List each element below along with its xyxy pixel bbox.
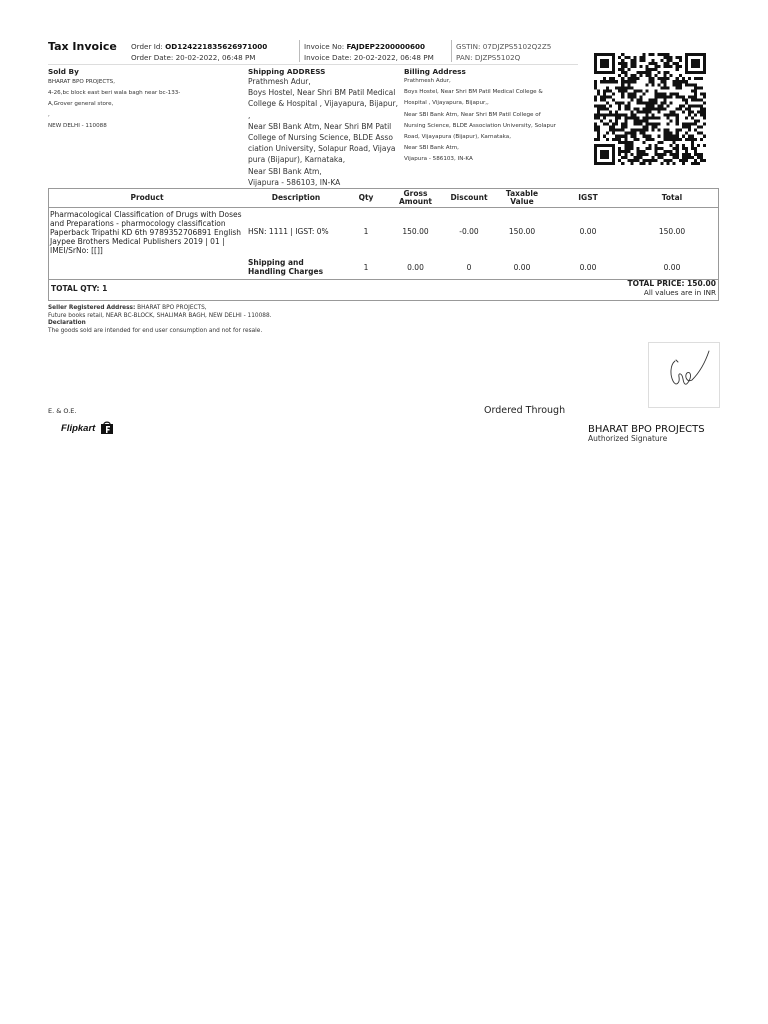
qty-cell: 1 <box>363 227 369 236</box>
flipkart-bag-icon <box>100 421 114 435</box>
invoice-title: Tax Invoice <box>48 40 117 53</box>
igst-cell: 0.00 <box>579 262 597 272</box>
signatory-name: BHARAT BPO PROJECTS <box>588 424 705 435</box>
billing-line: Hospital , Vijayapura, Bijapur,, <box>404 100 489 107</box>
billing-address-section <box>404 67 584 166</box>
col-header-qty: Qty <box>346 189 386 208</box>
shipping-line: Boys Hostel, Near Shri BM Patil Medical <box>248 88 396 98</box>
col-header-gross: Gross Amount <box>386 189 445 208</box>
product-cell <box>48 255 246 279</box>
ordered-through: Ordered Through <box>484 405 566 416</box>
billing-line: Prathmesh Adur, <box>404 78 451 84</box>
total-cell: 0.00 <box>663 262 681 272</box>
shipping-address-section <box>248 67 400 188</box>
col-header-igst: IGST <box>551 189 625 208</box>
seller-address-block <box>48 305 448 335</box>
order-info <box>131 41 267 63</box>
sold-by-line: A,Grover general store, <box>48 101 114 107</box>
seller-address-line: Future books retail, NEAR BC-BLOCK, SHALIMAR BAGH, NEW DELHI - 110088. <box>48 312 272 319</box>
total-qty: TOTAL QTY: 1 <box>51 284 108 293</box>
sold-by-line: , <box>48 112 50 118</box>
signature-icon <box>649 343 719 407</box>
flipkart-logo <box>61 421 114 435</box>
shipping-line: Near SBI Bank Atm, <box>248 166 322 176</box>
discount-cell: -0.00 <box>459 227 479 236</box>
header-divider <box>299 40 300 62</box>
tax-ids <box>456 41 551 63</box>
seller-address-value: BHARAT BPO PROJECTS, <box>137 305 207 311</box>
invoice-date: 20-02-2022, 06:48 PM <box>353 53 434 62</box>
declaration-heading: Declaration <box>48 320 86 326</box>
billing-line: Nursing Science, BLDE Association University, Solapur <box>404 122 556 129</box>
declaration-text: The goods sold are intended for end user consumption and not for resale. <box>48 327 263 334</box>
gross-cell: 150.00 <box>402 227 429 236</box>
igst-cell: 0.00 <box>579 227 597 236</box>
total-price: TOTAL PRICE: 150.00 <box>627 279 716 288</box>
col-header-discount: Discount <box>445 189 493 208</box>
invoice-date-label: Invoice Date: <box>304 53 352 62</box>
items-table <box>48 188 719 279</box>
taxable-cell: 0.00 <box>513 262 531 272</box>
billing-line: Near SBI Bank Atm, Near Shri BM Patil College of <box>404 111 541 118</box>
billing-line: Vijapura - 586103, IN-KA <box>404 156 473 163</box>
description-cell: Shipping and Handling Charges <box>248 258 324 276</box>
col-header-total: Total <box>625 189 719 208</box>
header-divider <box>451 40 452 62</box>
sold-by-line: 4-26,bc block east beri wala bagh near bc-133- <box>48 90 181 96</box>
table-bottom-rule <box>48 300 719 301</box>
signatory-role: Authorized Signature <box>588 434 668 443</box>
product-cell: Pharmacological Classification of Drugs with Doses and Preparations - pharmocology classification Paperback Tripathi KD 6th 9789352706891 English Jaypee Brothers Medical Publishers 2019 | 01 | IMEI/SrNo: [[]] <box>50 210 242 255</box>
shipping-line: pura (Bijapur), Karnataka, <box>248 155 346 165</box>
invoice-no: FAJDEP2200000600 <box>346 42 425 51</box>
col-header-product: Product <box>48 189 246 208</box>
shipping-line: ciation University, Solapur Road, Vijaya <box>248 144 396 154</box>
order-id: OD124221835626971000 <box>165 42 268 51</box>
description-cell: HSN: 1111 | IGST: 0% <box>248 227 329 236</box>
billing-line: Boys Hostel, Near Shri BM Patil Medical College & <box>404 89 543 96</box>
billing-line: Road, Vijayapura (Bijapur), Karnataka, <box>404 134 512 141</box>
eoe-note: E. & O.E. <box>48 407 77 415</box>
order-id-label: Order Id: <box>131 42 163 51</box>
signature-box <box>648 342 720 408</box>
pan: PAN: DJZPS5102Q <box>456 53 521 62</box>
discount-cell: 0 <box>466 262 472 272</box>
order-date: 20-02-2022, 06:48 PM <box>175 53 256 62</box>
table-row <box>48 208 719 256</box>
gstin: GSTIN: 07DJZPS5102Q2Z5 <box>456 42 552 51</box>
col-header-description: Description <box>246 189 346 208</box>
shipping-line: College & Hospital , Vijayapura, Bijapur, <box>248 99 398 109</box>
table-header-row <box>48 189 719 208</box>
sold-by-line: NEW DELHI - 110088 <box>48 123 107 129</box>
shipping-line: Vijapura - 586103, IN-KA <box>248 177 341 187</box>
order-date-label: Order Date: <box>131 53 174 62</box>
seller-address-label: Seller Registered Address: <box>48 305 136 311</box>
shipping-line: Prathmesh Adur, <box>248 77 311 86</box>
shipping-line: College of Nursing Science, BLDE Asso <box>248 133 393 143</box>
header-rule <box>48 64 578 65</box>
shipping-heading: Shipping ADDRESS <box>248 67 326 76</box>
shipping-line: , <box>248 110 251 120</box>
sold-by-line: BHARAT BPO PROJECTS, <box>48 79 116 85</box>
brand-wordmark: Flipkart <box>61 422 96 434</box>
sold-by-heading: Sold By <box>48 67 79 76</box>
taxable-cell: 150.00 <box>508 227 536 236</box>
billing-line: Near SBI Bank Atm, <box>404 145 459 152</box>
shipping-line: Near SBI Bank Atm, Near Shri BM Patil <box>248 121 392 131</box>
values-note: All values are in INR <box>643 288 716 297</box>
gross-cell: 0.00 <box>407 262 424 272</box>
table-row <box>48 255 719 279</box>
total-cell: 150.00 <box>658 227 686 236</box>
qty-cell: 1 <box>363 262 369 272</box>
invoice-no-label: Invoice No: <box>304 42 345 51</box>
sold-by-section <box>48 67 238 132</box>
invoice-info <box>304 41 434 63</box>
col-header-taxable: Taxable Value <box>493 189 551 208</box>
billing-heading: Billing Address <box>404 67 466 76</box>
qr-code-icon <box>591 53 709 165</box>
